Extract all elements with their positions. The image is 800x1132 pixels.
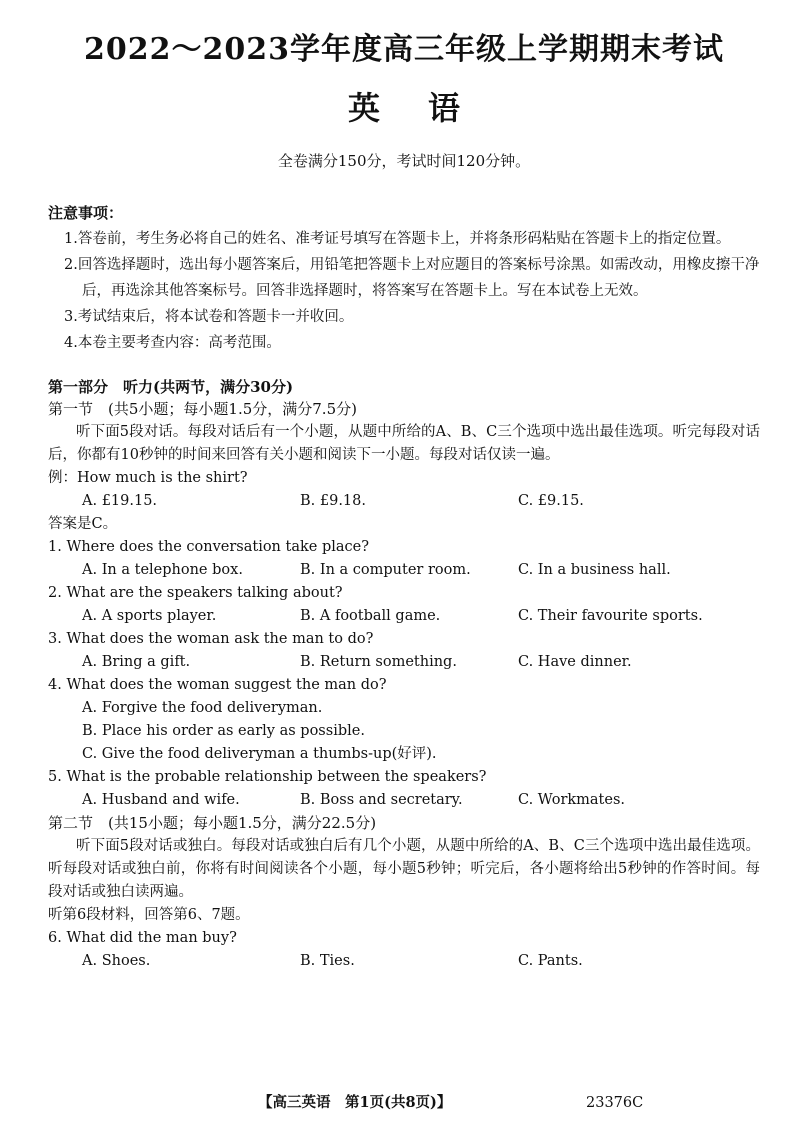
- notice-item: 3.考试结束后，将本试卷和答题卡一并收回。: [64, 309, 354, 325]
- question-1: 1. Where does the conversation take place?: [48, 539, 369, 555]
- notice-item: 2.回答选择题时，选出每小题答案后，用铅笔把答题卡上对应题目的答案标号涂黑。如需改动，用橡皮擦干净后，再选涂其他答案标号。回答非选择题时，将答案写在答题卡上。写在本试卷上无效。: [64, 257, 760, 299]
- option-b: B. In a computer room.: [300, 562, 471, 578]
- question-2: 2. What are the speakers talking about?: [48, 585, 343, 601]
- option-c: C. In a business hall.: [518, 562, 671, 578]
- section-two-instructions: 听下面5段对话或独白。每段对话或独白后有几个小题，从题中所给的A、B、C三个选项中选出最佳选项。听每段对话或独白前，你将有时间阅读各个小题，每小题5秒钟；听完后，各小题将给出5秒钟的作答时间。每段对话或独白读两遍。: [48, 838, 760, 900]
- question-3-options: [48, 651, 760, 674]
- option-c: C. Give the food deliveryman a thumbs-up(好评).: [82, 746, 437, 762]
- notice-heading: 注意事项：: [48, 204, 124, 222]
- section-one-heading: 第一节 (共5小题；每小题1.5分，满分7.5分): [48, 400, 357, 418]
- question-5-options: [48, 789, 760, 812]
- footer-code: 23376C: [586, 1095, 644, 1111]
- example-question: 例：How much is the shirt?: [48, 470, 248, 486]
- option-c: C. Pants.: [518, 953, 583, 969]
- question-6: 6. What did the man buy?: [48, 930, 237, 946]
- question-3: 3. What does the woman ask the man to do?: [48, 631, 374, 647]
- question-2-options: [48, 605, 760, 628]
- part-one-heading: 第一部分 听力(共两节，满分30分): [48, 378, 294, 396]
- option-b: B. £9.18.: [300, 493, 366, 509]
- footer-page-label: 【高三英语 第1页(共8页)】: [258, 1094, 452, 1111]
- option-c: C. Their favourite sports.: [518, 608, 703, 624]
- exam-title: 2022～2023学年度高三年级上学期期末考试: [84, 32, 724, 67]
- option-c: C. Workmates.: [518, 792, 626, 808]
- notice-list: [48, 226, 760, 356]
- subject-title: 英语: [347, 89, 508, 127]
- option-a: A. In a telephone box.: [82, 562, 243, 578]
- section-one-instructions: 听下面5段对话。每段对话后有一个小题，从题中所给的A、B、C三个选项中选出最佳选项。听完每段对话后，你都有10秒钟的时间来回答有关小题和阅读下一小题。每段对话仅读一遍。: [48, 424, 760, 463]
- material-instruction: 听第6段材料，回答第6、7题。: [48, 907, 250, 923]
- option-b: B. A football game.: [300, 608, 441, 624]
- option-b: B. Boss and secretary.: [300, 792, 463, 808]
- option-b: B. Place his order as early as possible.: [82, 723, 365, 739]
- option-a: A. Forgive the food deliveryman.: [82, 700, 323, 716]
- option-b: B. Ties.: [300, 953, 355, 969]
- option-a: A. Shoes.: [82, 953, 151, 969]
- question-4: 4. What does the woman suggest the man do?: [48, 677, 387, 693]
- notice-item: 1.答卷前，考生务必将自己的姓名、准考证号填写在答题卡上，并将条形码粘贴在答题卡上的指定位置。: [64, 231, 731, 247]
- notice-item: 4.本卷主要考查内容：高考范围。: [64, 335, 281, 351]
- option-c: C. Have dinner.: [518, 654, 632, 670]
- option-a: A. £19.15.: [82, 493, 158, 509]
- example-options: [48, 490, 760, 513]
- example-answer: 答案是C。: [48, 516, 118, 532]
- option-b: B. Return something.: [300, 654, 457, 670]
- score-info: 全卷满分150分，考试时间120分钟。: [277, 152, 531, 170]
- option-a: A. Bring a gift.: [82, 654, 191, 670]
- section-two-heading: 第二节 (共15小题；每小题1.5分，满分22.5分): [48, 814, 377, 832]
- option-c: C. £9.15.: [518, 493, 584, 509]
- option-a: A. A sports player.: [82, 608, 217, 624]
- question-6-options: [48, 950, 760, 973]
- question-5: 5. What is the probable relationship between the speakers?: [48, 769, 487, 785]
- question-1-options: [48, 559, 760, 582]
- option-a: A. Husband and wife.: [82, 792, 240, 808]
